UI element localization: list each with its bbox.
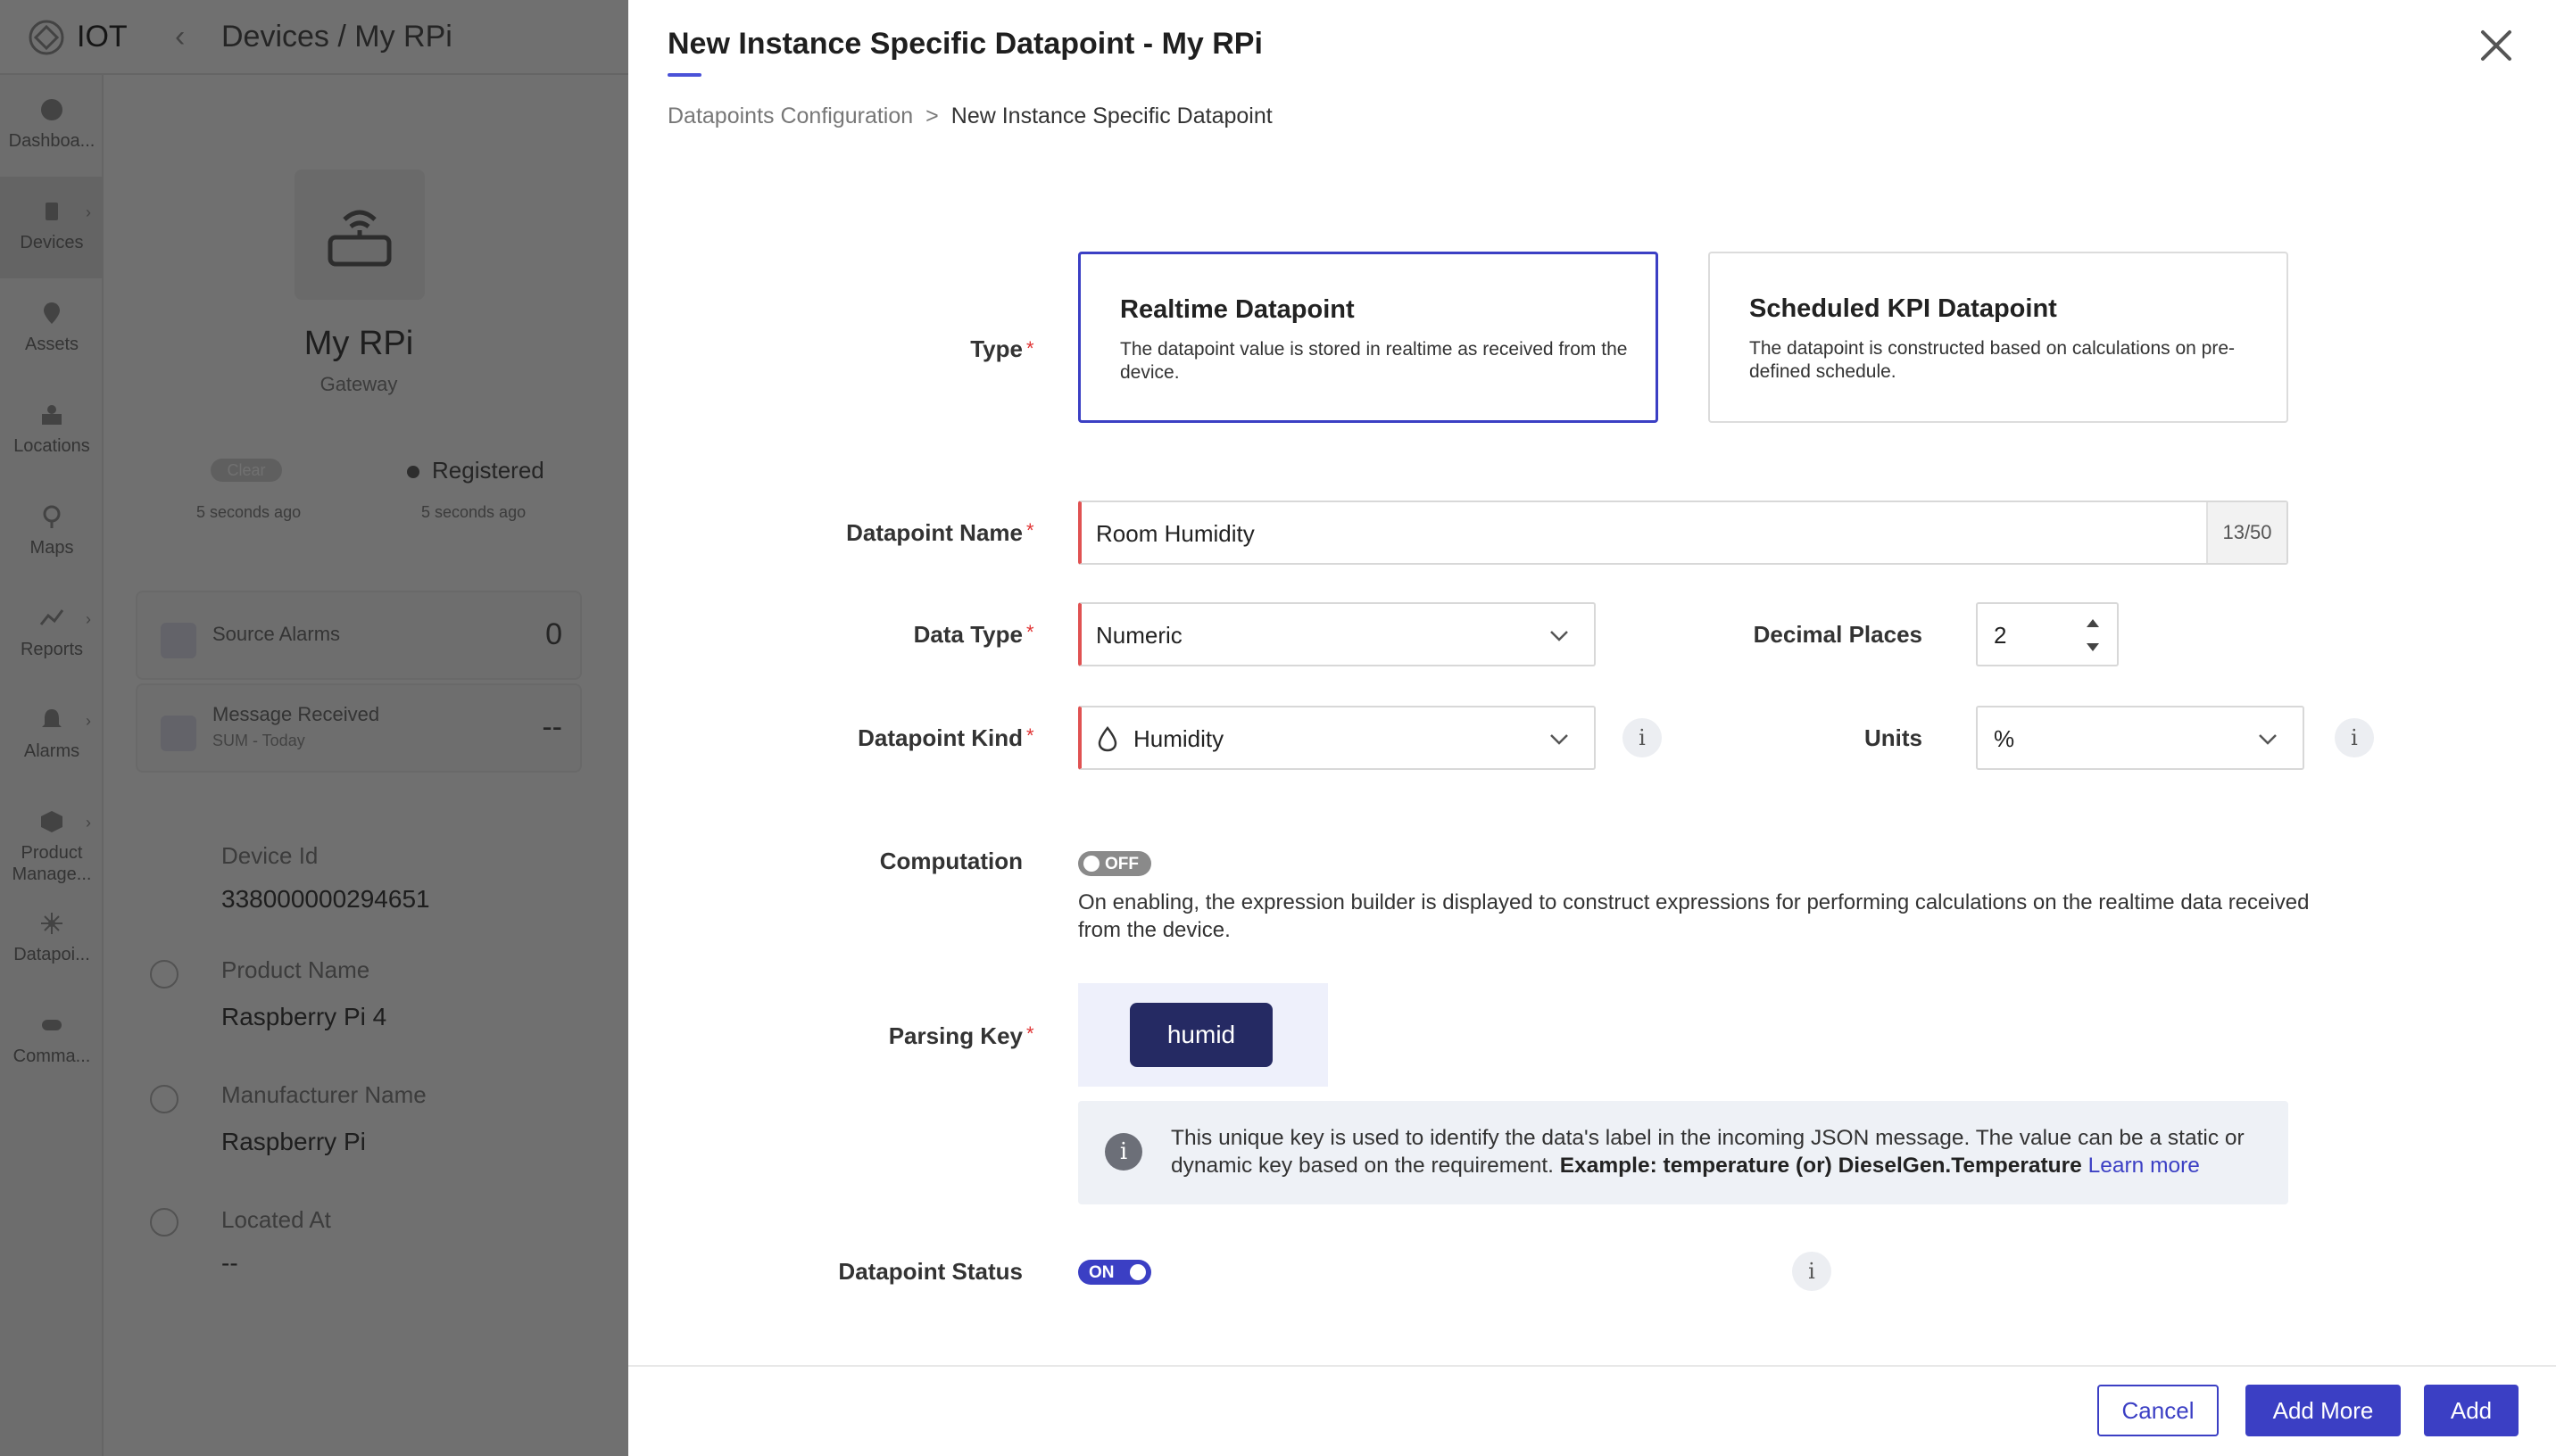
- decimal-places-label: Decimal Places: [1753, 621, 1922, 648]
- chevron-down-icon: [2256, 727, 2279, 750]
- parsing-key-label: Parsing Key: [888, 1022, 1023, 1049]
- data-type-select[interactable]: Numeric: [1078, 602, 1596, 666]
- close-icon[interactable]: [2476, 25, 2517, 66]
- datapoint-name-label: Datapoint Name: [846, 519, 1023, 546]
- new-datapoint-drawer: [628, 0, 2556, 1456]
- type-label: Type: [970, 335, 1023, 362]
- computation-help-text: On enabling, the expression builder is displayed to construct expressions for performing calculations on the realtime data received from the device.: [1078, 890, 2310, 942]
- decrement-icon[interactable]: [2085, 641, 2101, 654]
- datapoint-kind-select[interactable]: Humidity: [1078, 706, 1596, 770]
- drawer-title: New Instance Specific Datapoint - My RPi: [668, 27, 1263, 61]
- parsing-key-area: [1078, 983, 1328, 1087]
- chevron-down-icon: [1548, 727, 1571, 750]
- datapoint-kind-info-icon[interactable]: i: [1622, 718, 1662, 757]
- breadcrumb: [668, 103, 1273, 129]
- units-select[interactable]: %: [1976, 706, 2304, 770]
- note-example-text: Example: temperature (or) DieselGen.Temperature: [1559, 1154, 2082, 1178]
- character-counter: 13/50: [2206, 502, 2286, 563]
- data-type-label: Data Type: [913, 621, 1023, 648]
- required-mark: *: [1026, 621, 1034, 643]
- learn-more-link[interactable]: Learn more: [2087, 1154, 2200, 1178]
- required-mark: *: [1026, 519, 1034, 542]
- info-icon: i: [1105, 1133, 1142, 1171]
- required-mark: *: [1026, 337, 1034, 360]
- parsing-key-note: [1078, 1101, 2288, 1204]
- required-mark: *: [1026, 1022, 1034, 1045]
- datapoint-status-label: Datapoint Status: [838, 1258, 1023, 1285]
- add-button[interactable]: Add: [2424, 1385, 2519, 1436]
- realtime-datapoint-card[interactable]: Realtime Datapoint The datapoint value is stored in realtime as received from the device.: [1078, 252, 1658, 423]
- scheduled-kpi-datapoint-card[interactable]: Scheduled KPI Datapoint The datapoint is constructed based on calculations on pre-defined schedule.: [1708, 252, 2288, 423]
- increment-icon[interactable]: [2085, 616, 2101, 629]
- datapoint-status-toggle[interactable]: ON: [1078, 1260, 1151, 1285]
- datapoint-name-input[interactable]: Room Humidity 13/50: [1078, 500, 2288, 565]
- breadcrumb-separator: >: [925, 103, 939, 128]
- title-underline: [668, 73, 701, 77]
- breadcrumb-parent-link[interactable]: Datapoints Configuration: [668, 103, 914, 128]
- add-more-button[interactable]: Add More: [2245, 1385, 2401, 1436]
- cancel-button[interactable]: Cancel: [2097, 1385, 2219, 1436]
- units-label: Units: [1864, 724, 1922, 751]
- units-info-icon[interactable]: i: [2335, 718, 2374, 757]
- breadcrumb-current: New Instance Specific Datapoint: [950, 103, 1273, 128]
- chevron-down-icon: [1548, 624, 1571, 647]
- computation-label: Computation: [879, 848, 1023, 874]
- datapoint-kind-label: Datapoint Kind: [858, 724, 1023, 751]
- required-mark: *: [1026, 724, 1034, 747]
- datapoint-status-info-icon[interactable]: i: [1792, 1252, 1831, 1291]
- computation-toggle[interactable]: OFF: [1078, 851, 1151, 876]
- water-drop-icon: [1096, 725, 1119, 752]
- parsing-key-chip[interactable]: humid: [1130, 1003, 1273, 1067]
- footer-divider: [628, 1365, 2556, 1367]
- decimal-places-input[interactable]: 2: [1976, 602, 2119, 666]
- note-main-text: This unique key is used to identify the data's label in the incoming JSON message. The value can be a static or dynamic key based on the requirement.: [1171, 1126, 2245, 1178]
